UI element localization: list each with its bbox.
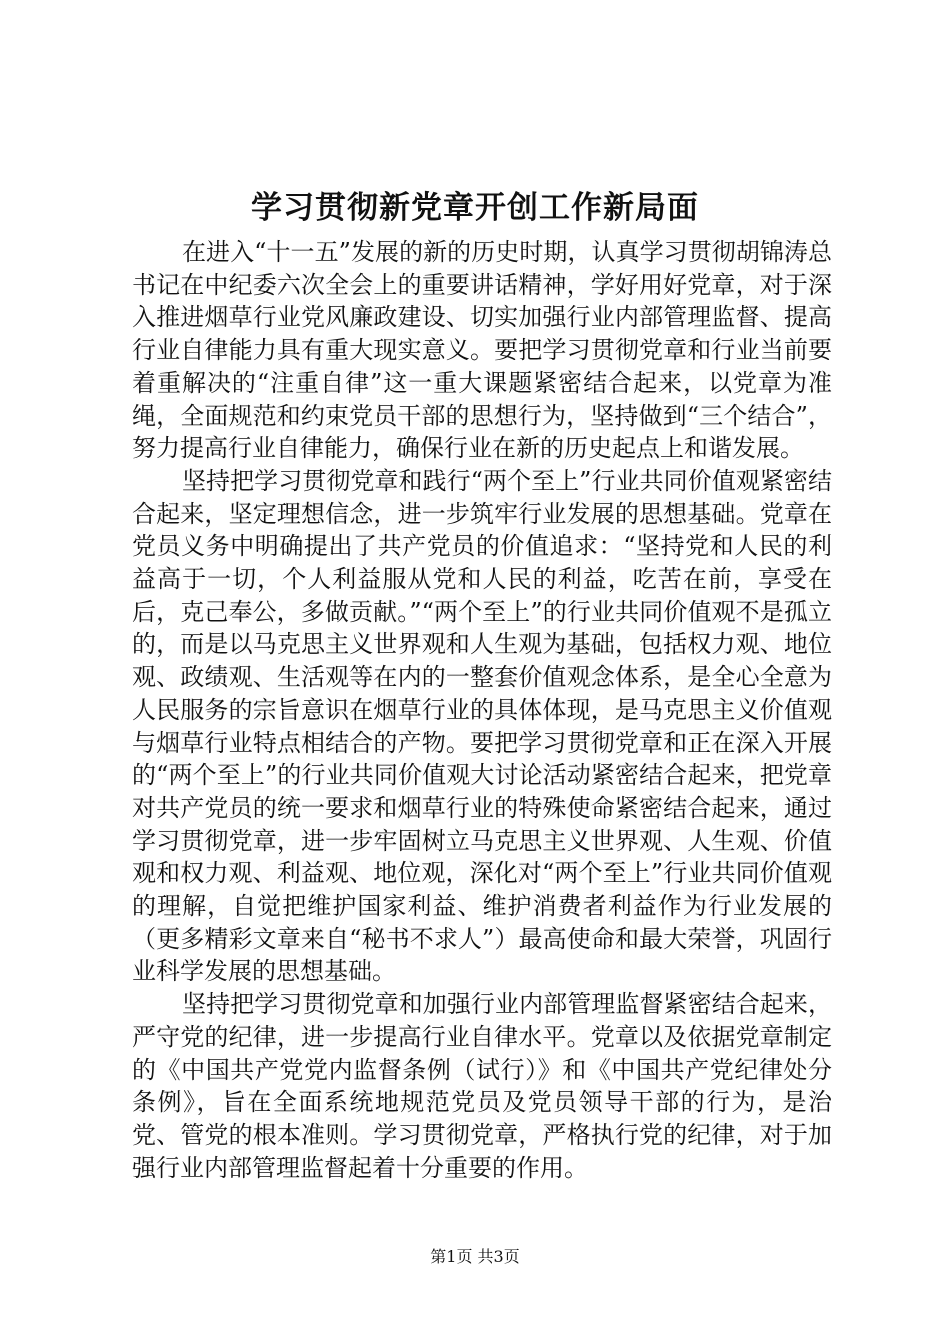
document-title: 学习贯彻新党章开创工作新局面 — [251, 190, 699, 226]
paragraph-1: 在进入“十一五”发展的新的历史时期，认真学习贯彻胡锦涛总书记在中纪委六次全会上的重要讲话精神，学好用好党章，对于深入推进烟草行业党风廉政建设、切实加强行业内部管理监督、提高行业自律能力具有重大现实意义。要把学习贯彻党章和行业当前要着重解决的“注重自律”这一重大课题紧密结合起来，以党章为准绳，全面规范和约束党员干部的思想行为，坚持做到“三个结合”，努力提高行业自律能力，确保行业在新的历史起点上和谐发展。 — [132, 238, 832, 463]
document-body — [132, 236, 832, 1184]
paragraph-2: 坚持把学习贯彻党章和践行“两个至上”行业共同价值观紧密结合起来，坚定理想信念，进一步筑牢行业发展的思想基础。党章在党员义务中明确提出了共产党员的价值追求：“坚持党和人民的利益高于一切，个人利益服从党和人民的利益，吃苦在前，享受在后，克己奉公，多做贡献。”“两个至上”的行业共同价值观不是孤立的，而是以马克思主义世界观和人生观为基础，包括权力观、地位观、政绩观、生活观等在内的一整套价值观念体系，是全心全意为人民服务的宗旨意识在烟草行业的具体体现，是马克思主义价值观与烟草行业特点相结合的产物。要把学习贯彻党章和正在深入开展的“两个至上”的行业共同价值观大讨论活动紧密结合起来，把党章对共产党员的统一要求和烟草行业的特殊使命紧密结合起来，通过学习贯彻党章，进一步牢固树立马克思主义世界观、人生观、价值观和权力观、利益观、地位观，深化对“两个至上”行业共同价值观的理解，自觉把维护国家利益、维护消费者利益作为行业发展的（更多精彩文章来自“秘书不求人”）最高使命和最大荣誉，巩固行业科学发展的思想基础。 — [132, 466, 832, 986]
paragraph-3: 坚持把学习贯彻党章和加强行业内部管理监督紧密结合起来，严守党的纪律，进一步提高行业自律水平。党章以及依据党章制定的《中国共产党党内监督条例（试行）》和《中国共产党纪律处分条例》，旨在全面系统地规范党员及党员领导干部的行为，是治党、管党的根本准则。学习贯彻党章，严格执行党的纪律，对于加强行业内部管理监督起着十分重要的作用。 — [132, 990, 832, 1182]
page-footer: 第1页 共3页 — [430, 1247, 520, 1266]
